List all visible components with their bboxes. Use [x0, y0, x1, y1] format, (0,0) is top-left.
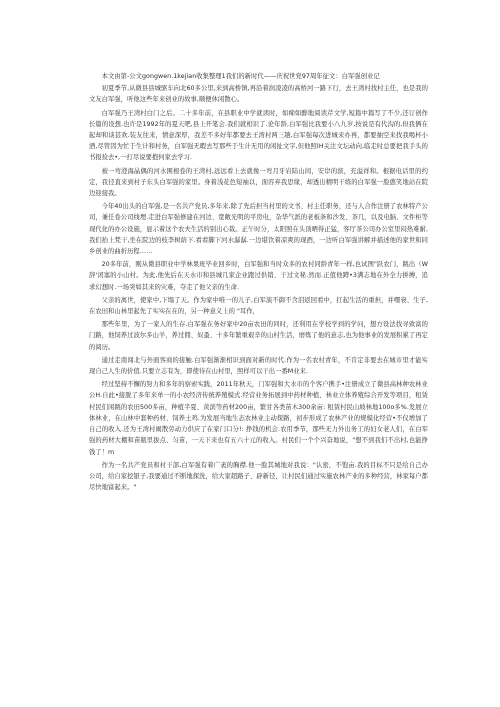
article-body: [89, 71, 428, 493]
paragraph: 通过走南闯北与外面客商的接触.白军强渐渐相识到面对新的时代.作为一名农村青年，不肯定非要去在城市里才能实现自己人生的价值.只要立志有为，即使待在山村里，照样可以干出一番M业来.: [89, 356, 428, 376]
paragraph: 经过坚持不懈的努力和多年的察索实践，2011年秋天，门军强和大水市的个客户携手•注册成立了微县高林种农林业公H.自此•接脱了多年来单一的小农经济传统养殖模式.经营业务拓展到中药材种植、林业立体养殖综合开发等项目，租赁村民们闲跳的农田500多亩，种植半夏、黄滨等药材200亩，繁甘各类苗木300余亩: 租赁村民山坡林地100o多%.发展立体林业，在山林中套种药材、饲养土鸡.为发展当地生态农林业主动探路，初步形成了农林产业的规模化经营•不仅增加了自己的收入.还为王湾村闹散劳动力供应了在家门口分!: 挣钱的机会.农用季节，那些无力外出务工的妇女老人们，在白军强的药材大棚和苗瓶里拔点、匀苗，一天下来也有五六十元的收入。村民们一个个兴奋地说，"想不到我们不出村,也能挣钱了！m: [89, 381, 428, 456]
paragraph: 20多年前，刚从微县职业中学林果班毕业回乡时，白军强和当时众多的农村同龄青年一样,也试图"跃农门，跳出（W辞'闭塞的小山村。为此,他先后在天水市和县城几家企业跑过供销、干过文秘.然而.正值他蹲•3满志地在外全力拼搏，追求幻想时.一场突如其来的灾难，夺走了他父亲的生命.: [89, 261, 428, 291]
paragraph: 今年40出头的白军强,是一名共产党员,多年来,除了先后担当村里的文书、村主任职务，还与人合作注册了农林特产公司，兼任卷公司线埋.走进白军强修建在河边、宽敞光明的平房电，杂华气派的老板条和沙发、茶几，以及电脑、文件柜等现代化的办公设施，显示着这个农夫生活的别出心裁。正午时分，太阳照在头顶晒得正猛，客厅茶公司办公室里闷热难耐,我们抬上梵干,坐在院边的枝李树荫下.看看脚下河水潺潺.一边堪饮着凉爽的现酒，一边听白军强讲解并描述他的家世和同乡创业的曲折历程……: [89, 203, 428, 256]
paragraph: 被一弯澄海晶偶的河水围根卷的王湾村,远远看上去就像一弯月牙岩陆山间，安岸的滨，充溢祥和。根据电话里的约定，我径直来到村子东头白军强的家里。身着浅花色短袖以，面容弃我思缘，却透出精明干练的白军强一脸憨笑地站在院边迎接我。: [89, 167, 428, 198]
paragraph: 白军强乃王湾村白门之后。二十多年前，在县职业中学就读时，如痴如醉地阅读芹文学,短篇中篇写了不少,还订创作长篇的设想.也许是1992年的夏天吧,县上开笔会.我们就相识了.论年龄,白军强比我要小八九岁,按说是有代沟的,但我俩在起却和谈甚欢.装友往来，情意深厚，我差不多好年都要去王湾村两三趟,白军强每次进城来办再，都要抽空来找我喝杯小酒,尽管因为忙于生计和村务，白军强无暇去写那些于生计无用的闲扯文字,但他照IH关注文坛动向,临走时总要把我手头的书报捡去•,一打尽说要抱何家去学习.: [89, 109, 428, 162]
paragraph: 父亲的离世，使家中,下塌了天。作为家中唯一的儿子,白军演不御不含泪返回看中，扛起生活的重担，并嘿衰、生子,在农田和山林里起先了实实在在的，另一种意义上的 "耳作，: [89, 296, 428, 316]
paragraph: 作为一名共产党员和村干部,白军强有着广袤的胸襟.他一脸其城地对我说："认密，不饱亩.我的目标不只是给自己办公司，给自家挖银子,我要通过不断地探洗，给大家超路子、辟新径，让村民们通过实施农林产业的多种经营，林家每户都尽快地富起来。": [89, 461, 428, 492]
paragraph: 初夏季节,从微县县城驱车向北60多公里,来到高桥镇,再沿着润凌凌的高桥河一路下行，去王湾村找村主任，也是我的文友白军强，听他这些年来创业的故事,顺便休闲散心。: [89, 85, 428, 104]
paragraph: 那些年里，为了一家人的生存.白军强在务好家中20亩农田的同时，还利用在学校学到的学问，想方设法找寻致富的门路，他饲养过波尔多山羊，养过佣、奴蚤、十多年繁重艰辛的山村生活，磨炼了他的意志,也为他事业的发展积累了再定的阅历。: [89, 321, 428, 351]
article-title: 本文由第-公文gongwen.1kejian收集整理1我们的新时代——庆祝世党97周年征文：白军强创业记: [101, 73, 380, 80]
